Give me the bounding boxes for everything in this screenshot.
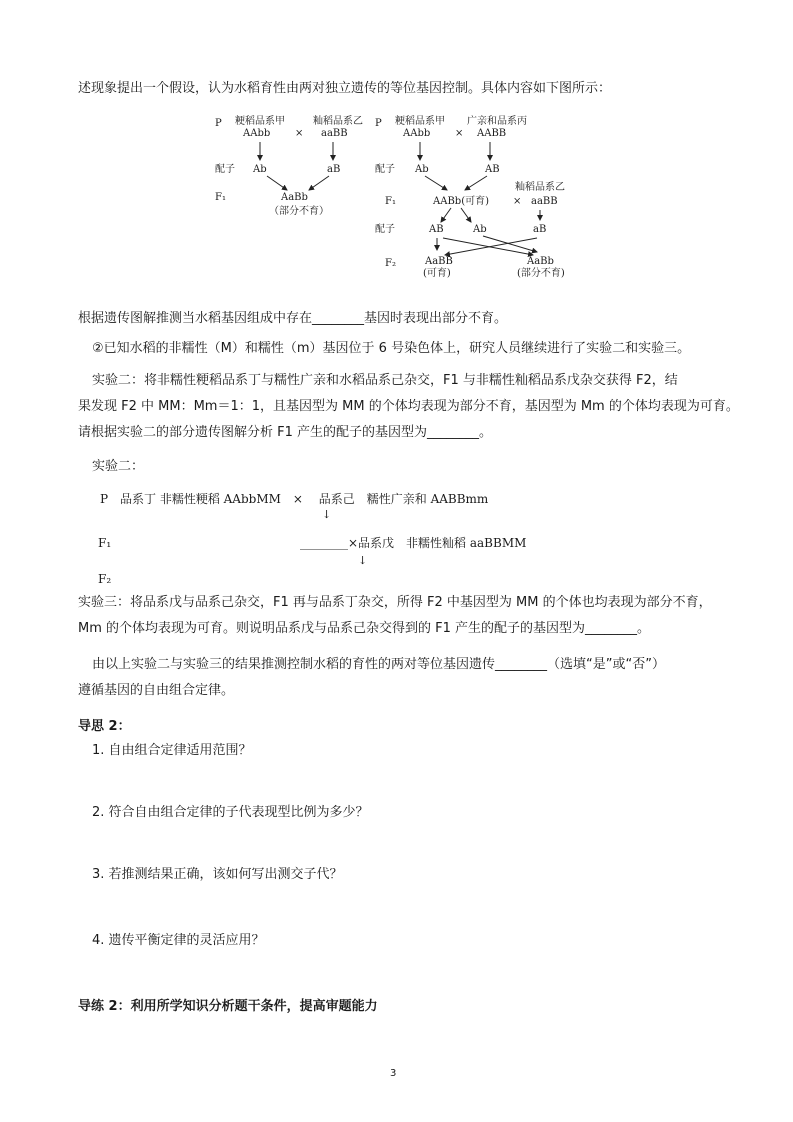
right-g2-3: aB [533, 224, 547, 235]
left-f1-pheno: （部分不育） [269, 206, 329, 217]
left-parent2-geno: aaBB [321, 128, 348, 139]
paragraph-4a: 实验三：将品系戊与品系己杂交，F1 再与品系丁杂交，所得 F2 中基因型为 MM 的个体也均表现为部分不育， [78, 595, 712, 610]
right-cross2: × [513, 196, 522, 207]
left-cross: × [295, 128, 304, 139]
right-p-label: P [375, 118, 382, 129]
question-4: 4. 遗传平衡定律的灵活应用？ [92, 933, 265, 948]
genetic-diagram [215, 110, 585, 290]
right-cross: × [455, 128, 464, 139]
right-f1-label: F₁ [385, 196, 396, 207]
right-f2-2-geno: AaBb [527, 256, 554, 267]
left-gamete1: Ab [253, 164, 267, 175]
question-1: 1. 自由组合定律适用范围？ [92, 743, 252, 758]
paragraph-3c: 请根据实验二的部分遗传图解分析 F1 产生的配子的基因型为________。 [78, 425, 493, 440]
right-gamete1: Ab [415, 164, 429, 175]
right-parent2-name: 广亲和品系丙 [467, 116, 527, 127]
paragraph-3a: 实验二：将非糯性粳稻品系丁与糯性广亲和水稻品系己杂交，F1 与非糯性籼稻品系戊杂交获得 F2，结 [92, 373, 678, 388]
down-arrow-2: ↓ [358, 554, 368, 567]
left-p-label: P [215, 118, 222, 129]
down-arrow-1: ↓ [322, 508, 332, 521]
right-f2-1-pheno: (可育) [423, 268, 451, 279]
right-f1-geno: AABb(可育) [433, 196, 489, 207]
section-title-daosi2: 导思 2： [78, 719, 131, 734]
paragraph-5a: 由以上实验二与实验三的结果推测控制水稻的育性的两对等位基因遗传________（选填“是”或“否”） [92, 657, 665, 672]
right-f2-2-pheno: (部分不育) [517, 268, 565, 279]
left-f1-geno: AaBb [281, 192, 308, 203]
right-f2-label: F₂ [385, 258, 396, 269]
right-gamete-label2: 配子 [375, 224, 395, 235]
question-2: 2. 符合自由组合定律的子代表现型比例为多少？ [92, 805, 369, 820]
right-parent1-geno: AAbb [403, 128, 431, 139]
left-gamete-label: 配子 [215, 164, 235, 175]
page-number: 3 [390, 1068, 397, 1079]
right-f2-1-geno: AaBB [425, 256, 453, 267]
exp2-p-label: P [100, 492, 109, 506]
left-gamete2: aB [327, 164, 341, 175]
right-parent3-geno: aaBB [531, 196, 558, 207]
paragraph-4b: Mm 的个体均表现为可育。则说明品系戊与品系己杂交得到的 F1 产生的配子的基因型为________。 [78, 621, 651, 636]
paragraph-2: ②已知水稻的非糯性（M）和糯性（m）基因位于 6 号染色体上，研究人员继续进行了实验二和实验三。 [92, 341, 691, 356]
paragraph-5b: 遵循基因的自由组合定律。 [78, 683, 235, 698]
intro-text: 述现象提出一个假设，认为水稻育性由两对独立遗传的等位基因控制。具体内容如下图所示： [78, 81, 612, 96]
right-parent3-name: 籼稻品系乙 [515, 182, 565, 193]
exp2-f1-cross: ________×品系戊 非糯性籼稻 aaBBMM [300, 536, 527, 550]
question-3: 3. 若推测结果正确，该如何写出测交子代？ [92, 867, 343, 882]
right-g2-1: AB [429, 224, 444, 235]
right-parent1-name: 粳稻品系甲 [395, 116, 445, 127]
right-gamete2: AB [485, 164, 500, 175]
left-parent1-name: 粳稻品系甲 [235, 116, 285, 127]
right-gamete-label: 配子 [375, 164, 395, 175]
left-parent2-name: 籼稻品系乙 [313, 116, 363, 127]
left-f1-label: F₁ [215, 192, 226, 203]
exp2-parents: 品系丁 非糯性粳稻 AAbbMM × 品系己 糯性广亲和 AABBmm [120, 492, 489, 506]
exp2-f1-label: F₁ [98, 536, 112, 550]
experiment2-label: 实验二： [92, 459, 145, 474]
right-parent2-geno: AABB [477, 128, 507, 139]
paragraph-3b: 果发现 F2 中 MM：Mm＝1：1，且基因型为 MM 的个体均表现为部分不育，基因型为 Mm 的个体均表现为可育。 [78, 399, 739, 414]
exp2-f2-label: F₂ [98, 572, 112, 586]
right-g2-2: Ab [473, 224, 487, 235]
left-parent1-geno: AAbb [243, 128, 271, 139]
section-title-daolian2: 导练 2：利用所学知识分析题干条件，提高审题能力 [78, 999, 378, 1014]
paragraph-1: 根据遗传图解推测当水稻基因组成中存在________基因时表现出部分不育。 [78, 311, 508, 326]
